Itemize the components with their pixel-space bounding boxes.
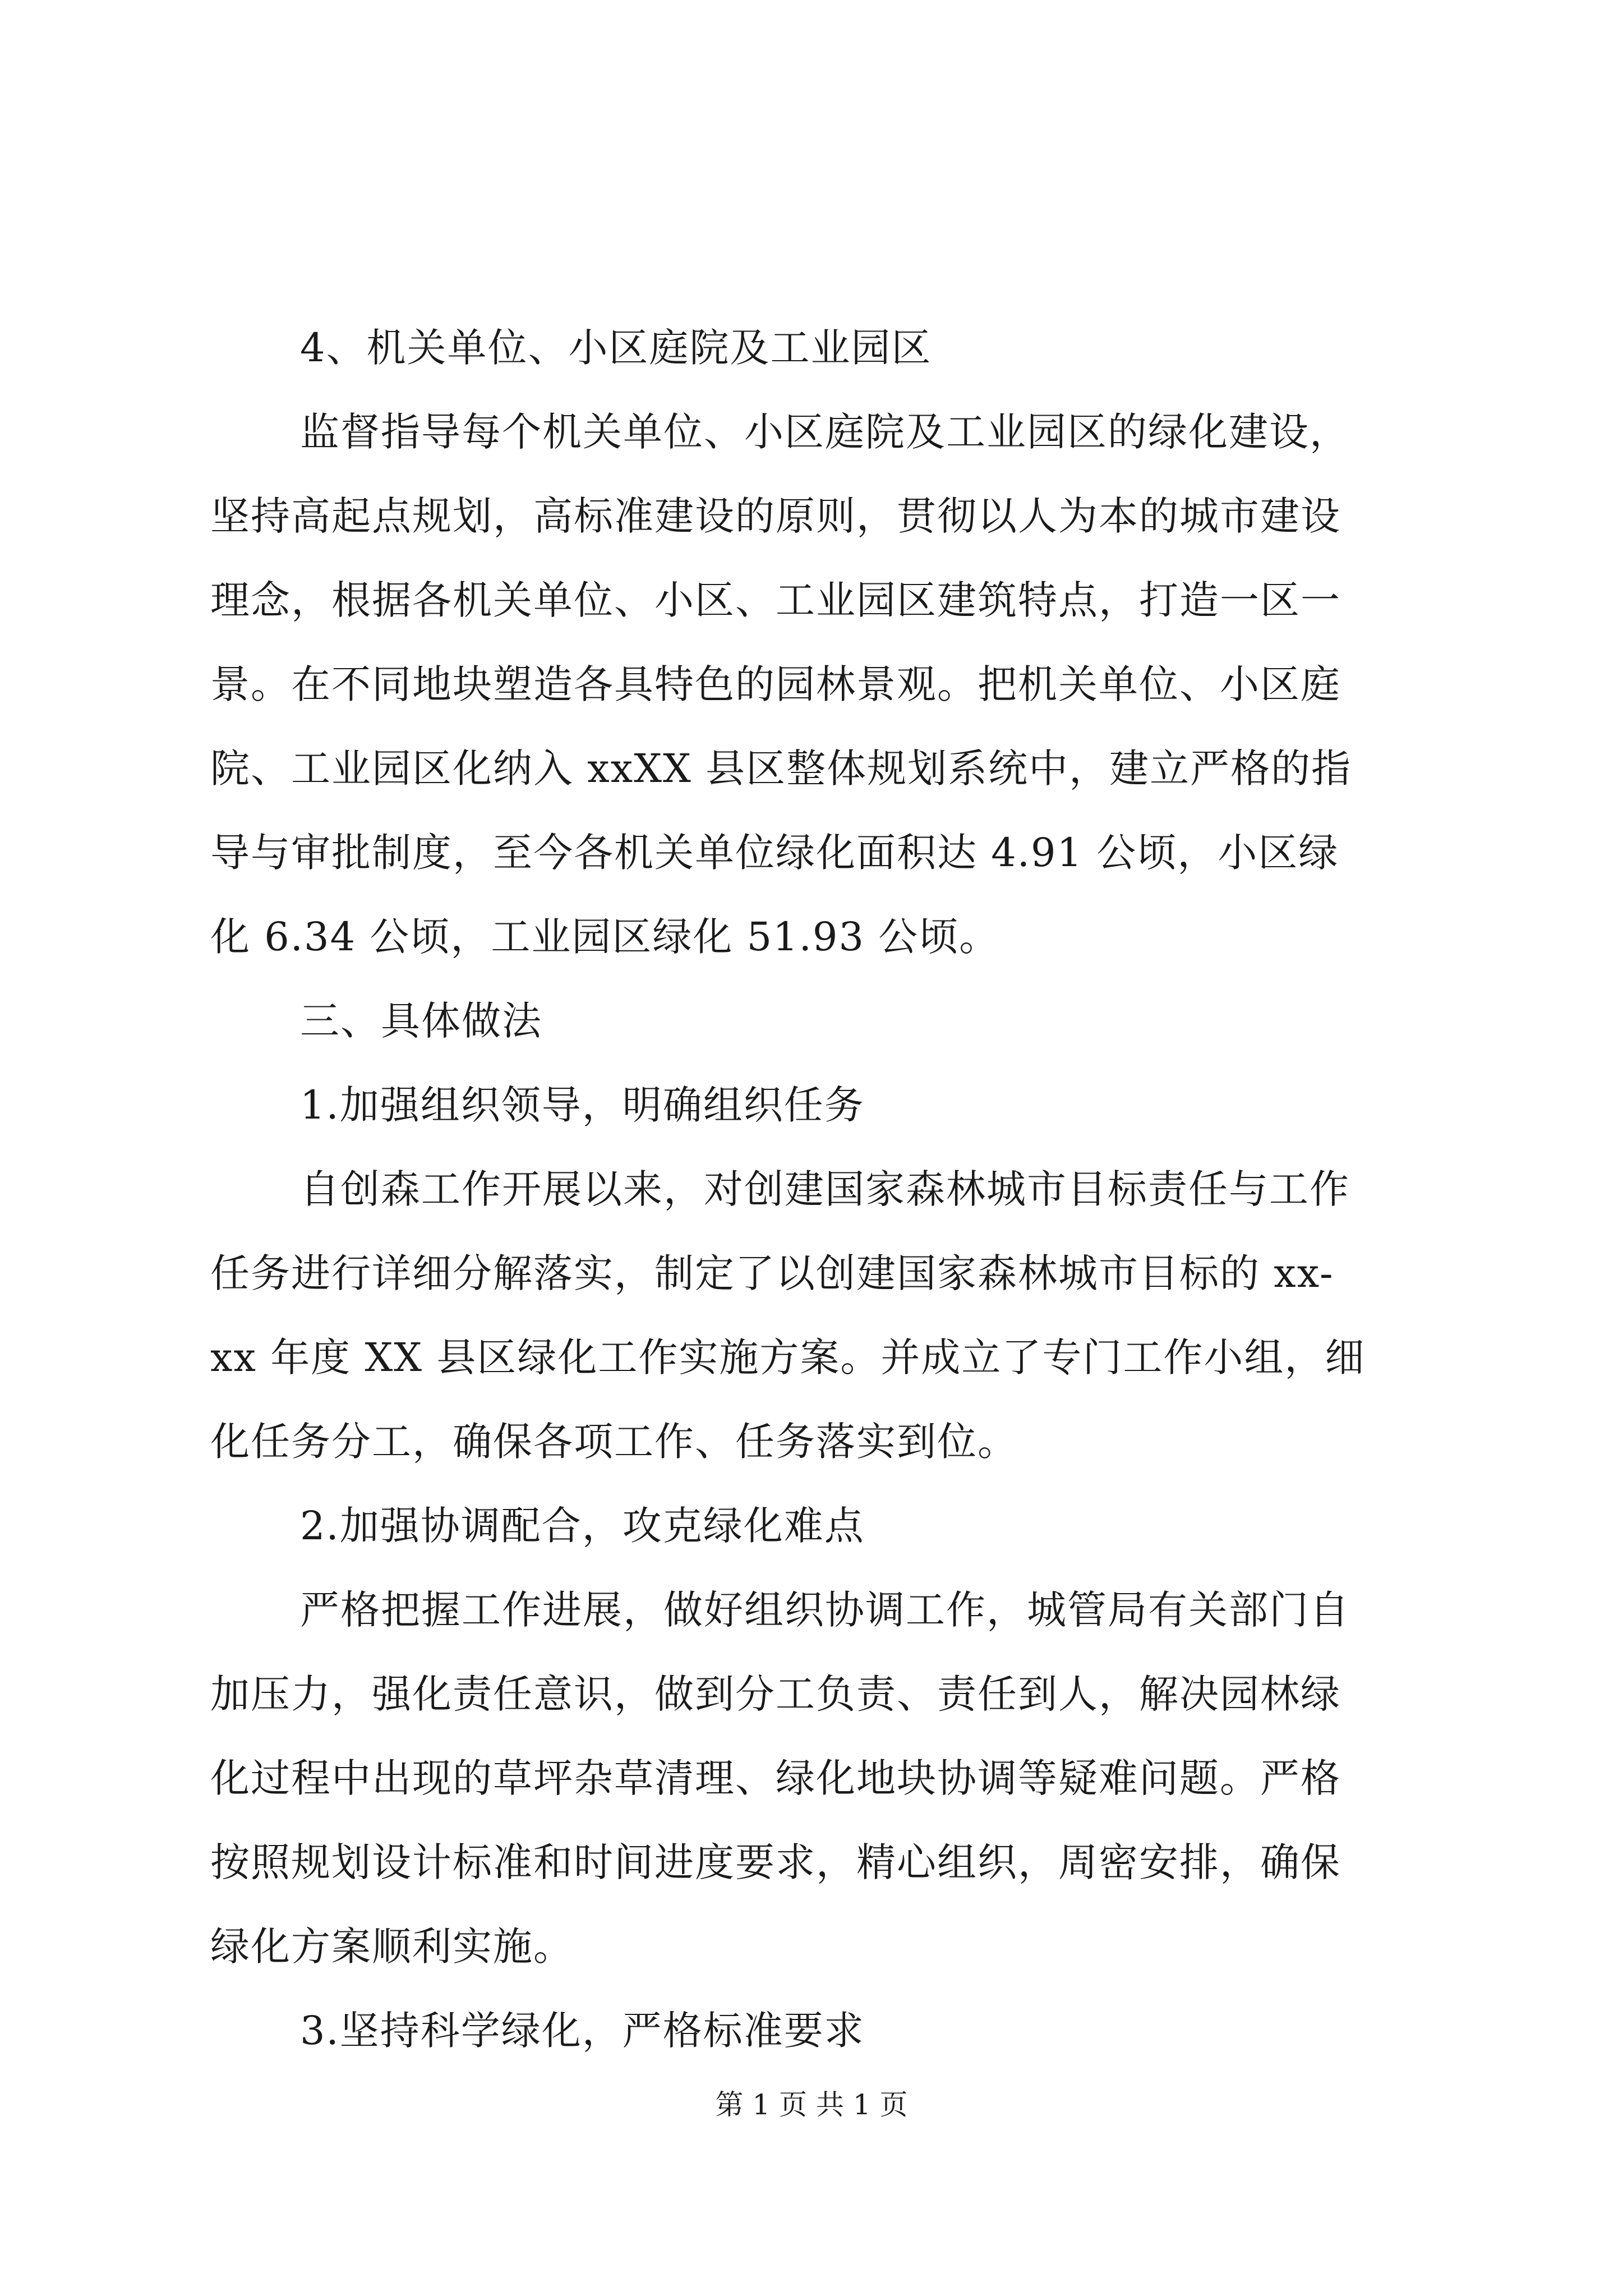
paragraph-line: 自创森工作开展以来，对创建国家森林城市目标责任与工作	[300, 1166, 1350, 1212]
paragraph-line: 按照规划设计标准和时间进度要求，精心组织，周密安排，确保	[210, 1839, 1341, 1885]
paragraph-line: 监督指导每个机关单位、小区庭院及工业园区的绿化建设，	[300, 409, 1350, 455]
section-heading-3: 三、具体做法	[300, 998, 542, 1044]
section-heading-4: 4、机关单位、小区庭院及工业园区	[300, 325, 932, 371]
paragraph-line: 加压力，强化责任意识，做到分工负责、责任到人，解决园林绿	[210, 1671, 1341, 1717]
subsection-heading-2: 2.加强协调配合，攻克绿化难点	[300, 1503, 865, 1549]
paragraph-line: 景。在不同地块塑造各具特色的园林景观。把机关单位、小区庭	[210, 661, 1341, 707]
page-footer: 第 1 页 共 1 页	[715, 2088, 908, 2121]
paragraph-line: 理念，根据各机关单位、小区、工业园区建筑特点，打造一区一	[210, 577, 1341, 623]
subsection-heading-1: 1.加强组织领导，明确组织任务	[300, 1082, 865, 1128]
subsection-heading-3: 3.坚持科学绿化，严格标准要求	[300, 2008, 865, 2054]
paragraph-line: 绿化方案顺利实施。	[210, 1924, 574, 1970]
paragraph-line: 化 6.34 公顷，工业园区绿化 51.93 公顷。	[210, 914, 1000, 960]
paragraph-line: 坚持高起点规划，高标准建设的原则，贯彻以人为本的城市建设	[210, 493, 1341, 539]
paragraph-line: 院、工业园区化纳入 xxXX 县区整体规划系统中，建立严格的指	[210, 746, 1352, 792]
paragraph-line: 任务进行详细分解落实，制定了以创建国家森林城市目标的 xx-	[210, 1250, 1334, 1296]
paragraph-line: 化任务分工，确保各项工作、任务落实到位。	[210, 1419, 1018, 1465]
paragraph-line: 化过程中出现的草坪杂草清理、绿化地块协调等疑难问题。严格	[210, 1755, 1341, 1801]
document-body	[210, 306, 1438, 2073]
paragraph-line: 严格把握工作进展，做好组织协调工作，城管局有关部门自	[300, 1587, 1350, 1633]
paragraph-line: 导与审批制度，至今各机关单位绿化面积达 4.91 公顷，小区绿	[210, 830, 1339, 876]
paragraph-line: xx 年度 XX 县区绿化工作实施方案。并成立了专门工作小组，细	[210, 1335, 1366, 1381]
